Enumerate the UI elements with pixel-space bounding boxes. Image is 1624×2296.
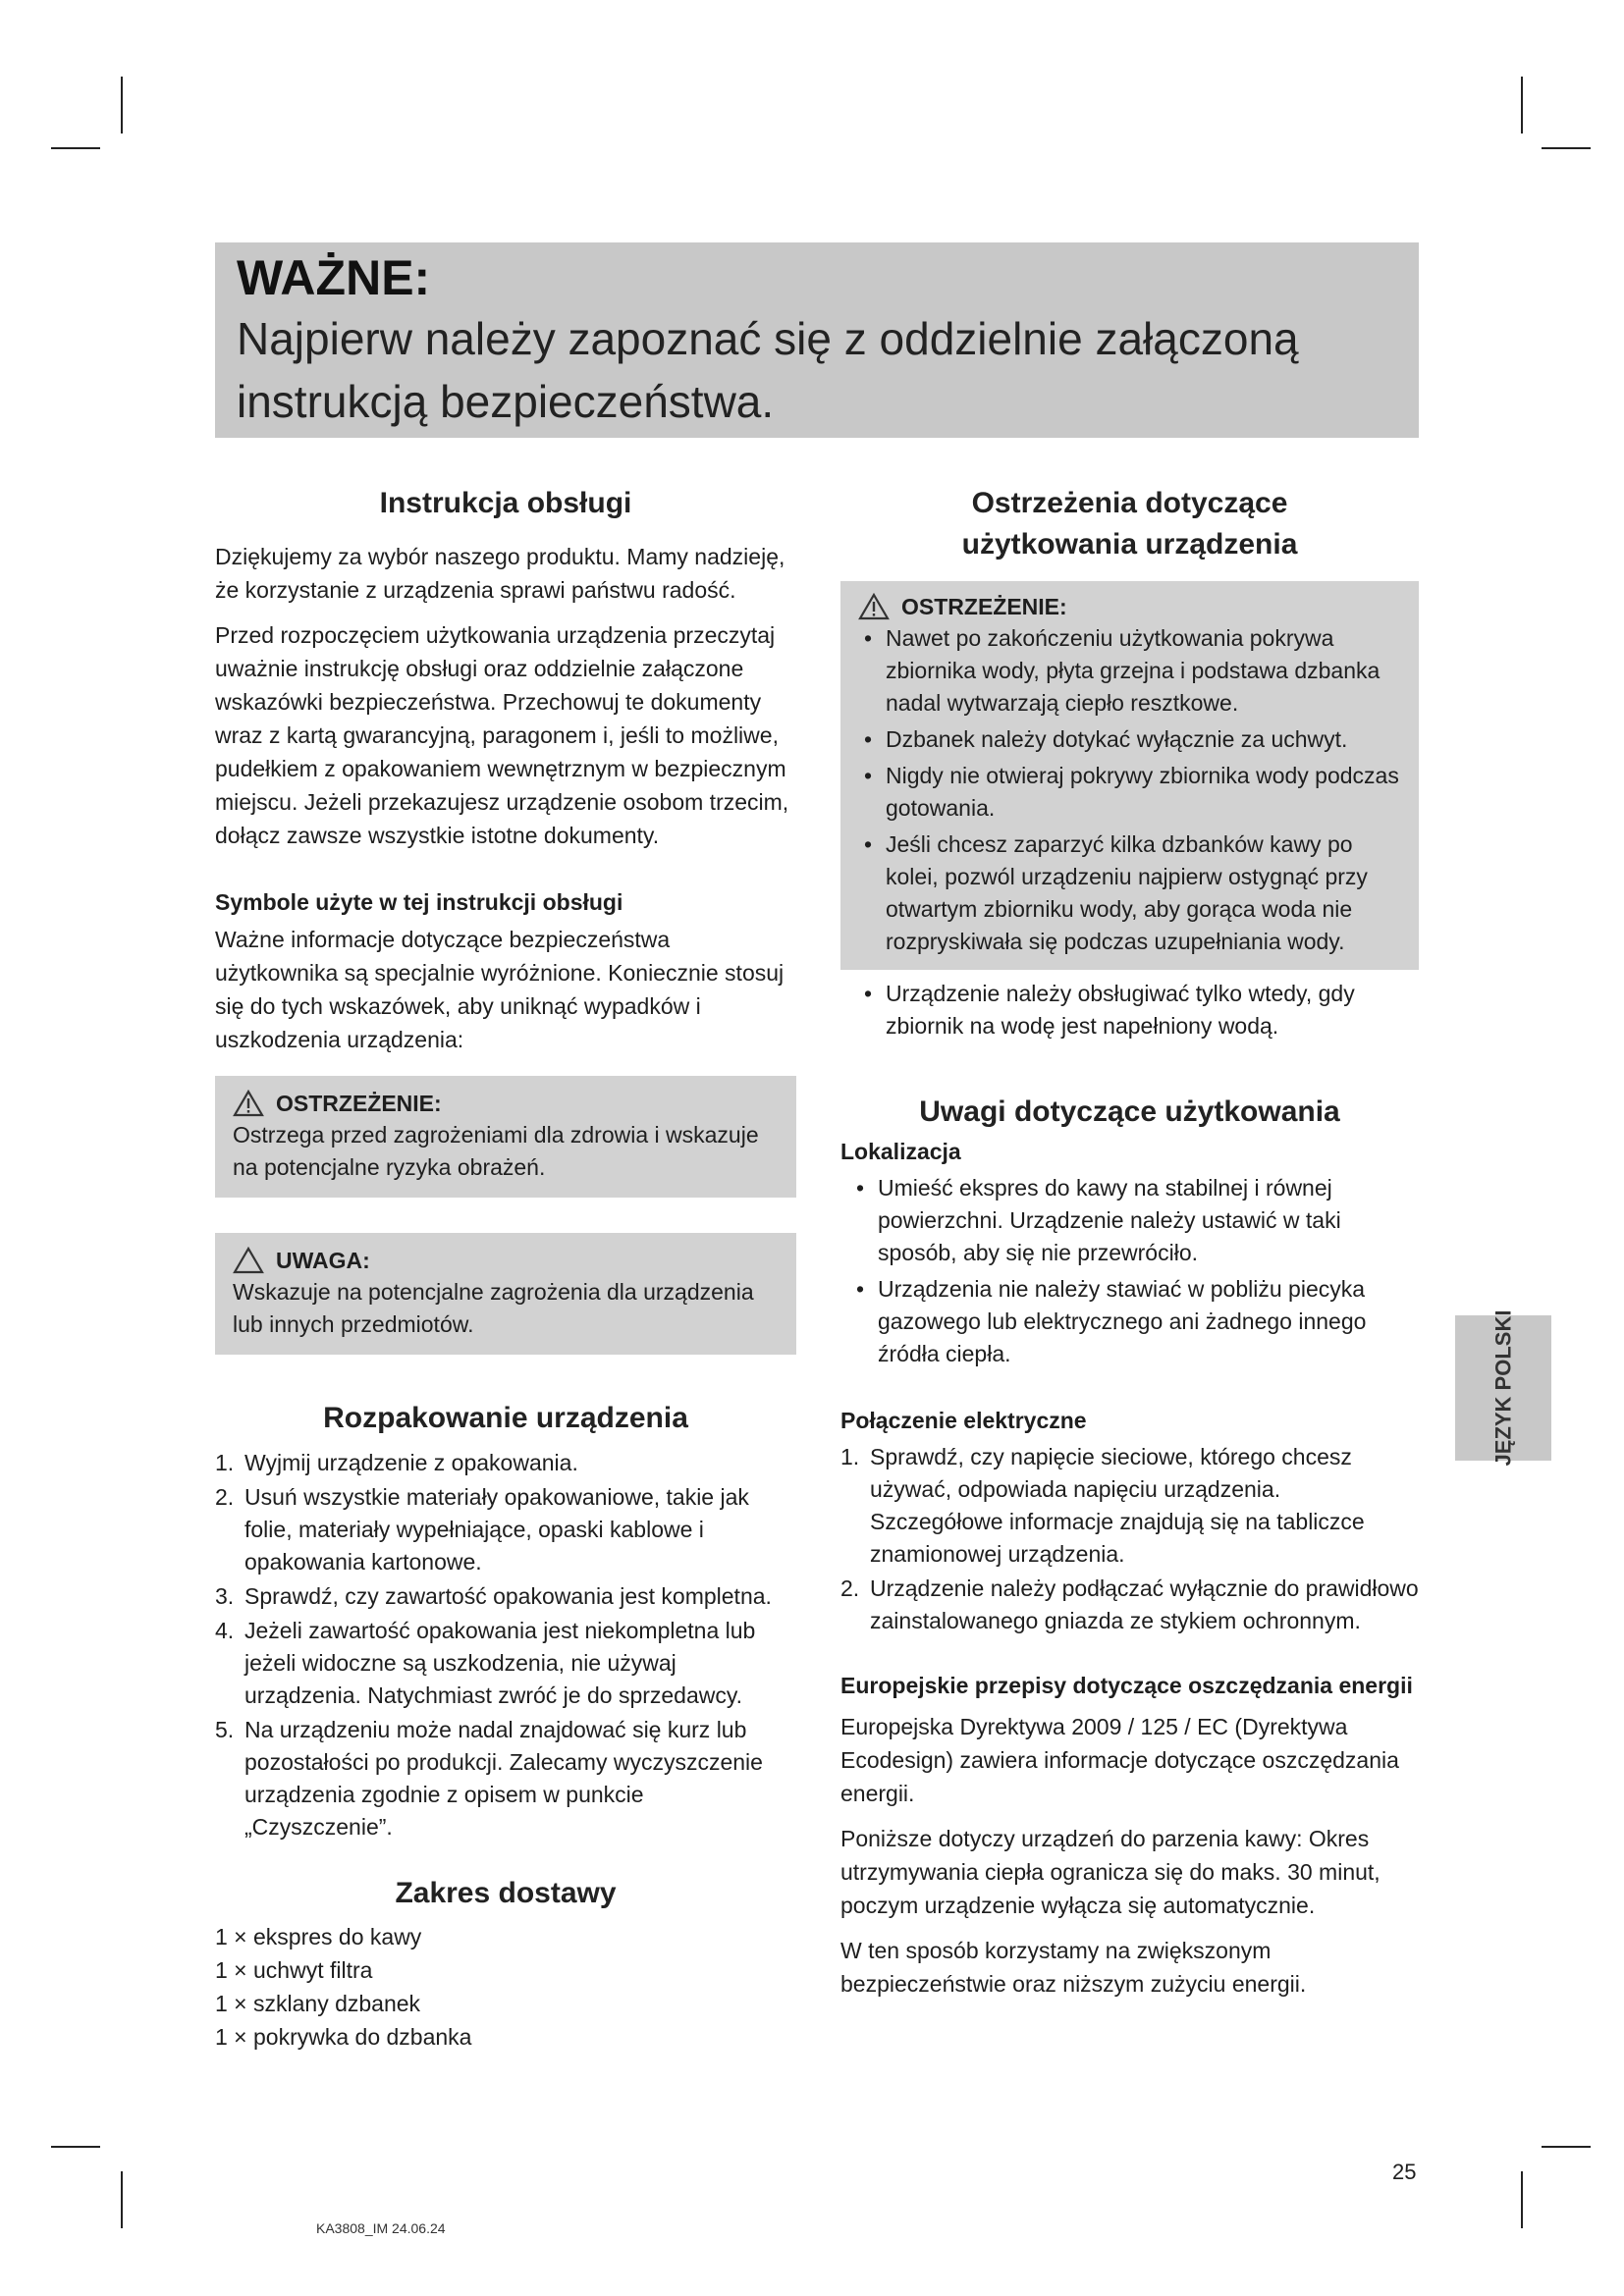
scope-heading: Zakres dostawy: [395, 1877, 617, 1909]
electric-step: 2. Urządzenie należy podłączać wyłącznie do prawidłowo zainstalowanego gniazda ze stykiem ochronnym.: [840, 1575, 1419, 1633]
unpack-step: 3. Sprawdź, czy zawartość opakowania jest kompletna.: [215, 1583, 772, 1609]
intro-paragraph: Dziękujemy za wybór naszego produktu. Mamy nadzieję, że korzystanie z urządzenia sprawi państwu radość.: [215, 544, 785, 603]
unpack-step: 4. Jeżeli zawartość opakowania jest niekompletna lub jeżeli widoczne są uszkodzenia, nie używaj urządzenia. Natychmiast zwróć je do sprzedawcy.: [215, 1618, 756, 1708]
left-column: [215, 483, 796, 2054]
footer-code: KA3808_IM 24.06.24: [316, 2220, 446, 2236]
energy-heading: Europejskie przepisy dotyczące oszczędzania energii: [840, 1673, 1413, 1698]
warning-title: OSTRZEŻENIE:: [901, 594, 1067, 619]
warning-item: • Jeśli chcesz zaparzyć kilka dzbanków kawy po kolei, pozwól urządzeniu najpierw ostygnąć przy otwartym zbiorniku wody, aby gorąca woda nie rozpryskiwała się podczas uzupełniania wody.: [848, 828, 1405, 958]
warning-box: [215, 1076, 796, 1198]
warning-triangle-icon: [858, 593, 890, 620]
crop-mark: [1542, 147, 1591, 149]
location-heading: Lokalizacja: [840, 1139, 961, 1164]
unpack-step: 1. Wyjmij urządzenie z opakowania.: [215, 1450, 578, 1475]
unpack-steps: [215, 1447, 796, 1843]
electric-step: 1. Sprawdź, czy napięcie sieciowe, którego chcesz używać, odpowiada napięciu urządzenia. Szczegółowe informacje znajdują się na tabliczce znamionowej urządzenia.: [840, 1444, 1365, 1567]
manual-heading: Instrukcja obsługi: [379, 487, 632, 519]
location-item: • Umieść ekspres do kawy na stabilnej i równej powierzchni. Urządzenie należy ustawić w taki sposób, aby się nie przewróciło.: [840, 1172, 1419, 1269]
warning-triangle-icon: [233, 1090, 264, 1117]
usage-heading: Uwagi dotyczące użytkowania: [919, 1095, 1340, 1128]
crop-mark: [1521, 77, 1523, 133]
electric-steps: [840, 1441, 1419, 1637]
symbols-heading: Symbole użyte w tej instrukcji obsługi: [215, 889, 623, 915]
extra-list: [840, 978, 1419, 1042]
banner-text: Najpierw należy zapoznać się z oddzielnie załączoną instrukcją bezpieczeństwa.: [237, 313, 1299, 427]
warning-item: • Dzbanek należy dotykać wyłącznie za uchwyt.: [848, 723, 1405, 756]
energy-paragraph: W ten sposób korzystamy na zwiększonym bezpieczeństwie oraz niższym zużyciu energii.: [840, 1938, 1307, 1997]
energy-paragraph: Poniższe dotyczy urządzeń do parzenia kawy: Okres utrzymywania ciepła ogranicza się do maks. 30 minut, poczym urządzenie wyłącza się automatycznie.: [840, 1826, 1380, 1918]
electric-heading: Połączenie elektryczne: [840, 1408, 1087, 1433]
warning-item: • Nawet po zakończeniu użytkowania pokrywa zbiornika wody, płyta grzejna i podstawa dzbanka nadal wytwarzają ciepło resztkowe.: [848, 622, 1405, 720]
warning-item: • Nigdy nie otwieraj pokrywy zbiornika wody podczas gotowania.: [848, 760, 1405, 825]
crop-mark: [1521, 2171, 1523, 2228]
scope-item: 1 × pokrywka do dzbanka: [215, 2024, 472, 2050]
extra-item: • Urządzenie należy obsługiwać tylko wtedy, gdy zbiornik na wodę jest napełniony wodą.: [848, 978, 1419, 1042]
scope-item: 1 × szklany dzbanek: [215, 1991, 421, 2016]
page-number: 25: [1392, 2160, 1417, 2184]
unpack-heading: Rozpakowanie urządzenia: [323, 1402, 688, 1434]
location-item: • Urządzenia nie należy stawiać w pobliżu piecyka gazowego lub elektrycznego ani żadnego innego źródła ciepła.: [840, 1273, 1419, 1370]
location-list: [840, 1172, 1419, 1370]
scope-item: 1 × ekspres do kawy: [215, 1924, 422, 1949]
symbols-text: Ważne informacje dotyczące bezpieczeństwa użytkownika są specjalnie wyróżnione. Koniecznie stosuj się do tych wskazówek, aby uniknąć wypadków i uszkodzenia urządzenia:: [215, 927, 785, 1052]
important-banner: [215, 242, 1419, 438]
caution-box: [215, 1233, 796, 1355]
caution-text: Wskazuje na potencjalne zagrożenia dla urządzenia lub innych przedmiotów.: [233, 1279, 754, 1337]
right-column: [840, 483, 1419, 2012]
crop-mark: [51, 147, 100, 149]
caution-title: UWAGA:: [276, 1248, 370, 1273]
scope-item: 1 × uchwyt filtra: [215, 1957, 373, 1983]
crop-mark: [51, 2146, 100, 2148]
warnings-heading: Ostrzeżenia dotyczące użytkowania urządzenia: [961, 487, 1298, 561]
banner-label: WAŻNE:: [237, 250, 431, 305]
warning-text: Ostrzega przed zagrożeniami dla zdrowia i wskazuje na potencjalne ryzyka obrażeń.: [233, 1122, 759, 1180]
unpack-step: 5. Na urządzeniu może nadal znajdować się kurz lub pozostałości po produkcji. Zalecamy wyczyszczenie urządzenia zgodnie z opisem w punkcie „Czyszczenie”.: [215, 1717, 763, 1840]
crop-mark: [1542, 2146, 1591, 2148]
language-tab-label: JĘZYK POLSKI: [1490, 1309, 1516, 1467]
unpack-step: 2. Usuń wszystkie materiały opakowaniowe, takie jak folie, materiały wypełniające, opaski kablowe i opakowania kartonowe.: [215, 1484, 749, 1575]
energy-paragraph: Europejska Dyrektywa 2009 / 125 / EC (Dyrektywa Ecodesign) zawiera informacje dotyczące oszczędzania energii.: [840, 1714, 1399, 1806]
crop-mark: [121, 77, 123, 133]
warning-list: [848, 622, 1405, 958]
intro-paragraph: Przed rozpoczęciem użytkowania urządzenia przeczytaj uważnie instrukcję obsługi oraz oddzielnie załączone wskazówki bezpieczeństwa. Przechowuj te dokumenty wraz z kartą gwarancyjną, paragonem i, jeśli to możliwe, pudełkiem z opakowaniem wewnętrznym w bezpiecznym miejscu. Jeżeli przekazujesz urządzenie osobom trzecim, dołącz zawsze wszystkie istotne dokumenty.: [215, 622, 789, 848]
warning-title: OSTRZEŻENIE:: [276, 1091, 442, 1116]
usage-warning-box: [840, 581, 1419, 970]
caution-triangle-icon: [233, 1247, 264, 1274]
crop-mark: [121, 2171, 123, 2228]
